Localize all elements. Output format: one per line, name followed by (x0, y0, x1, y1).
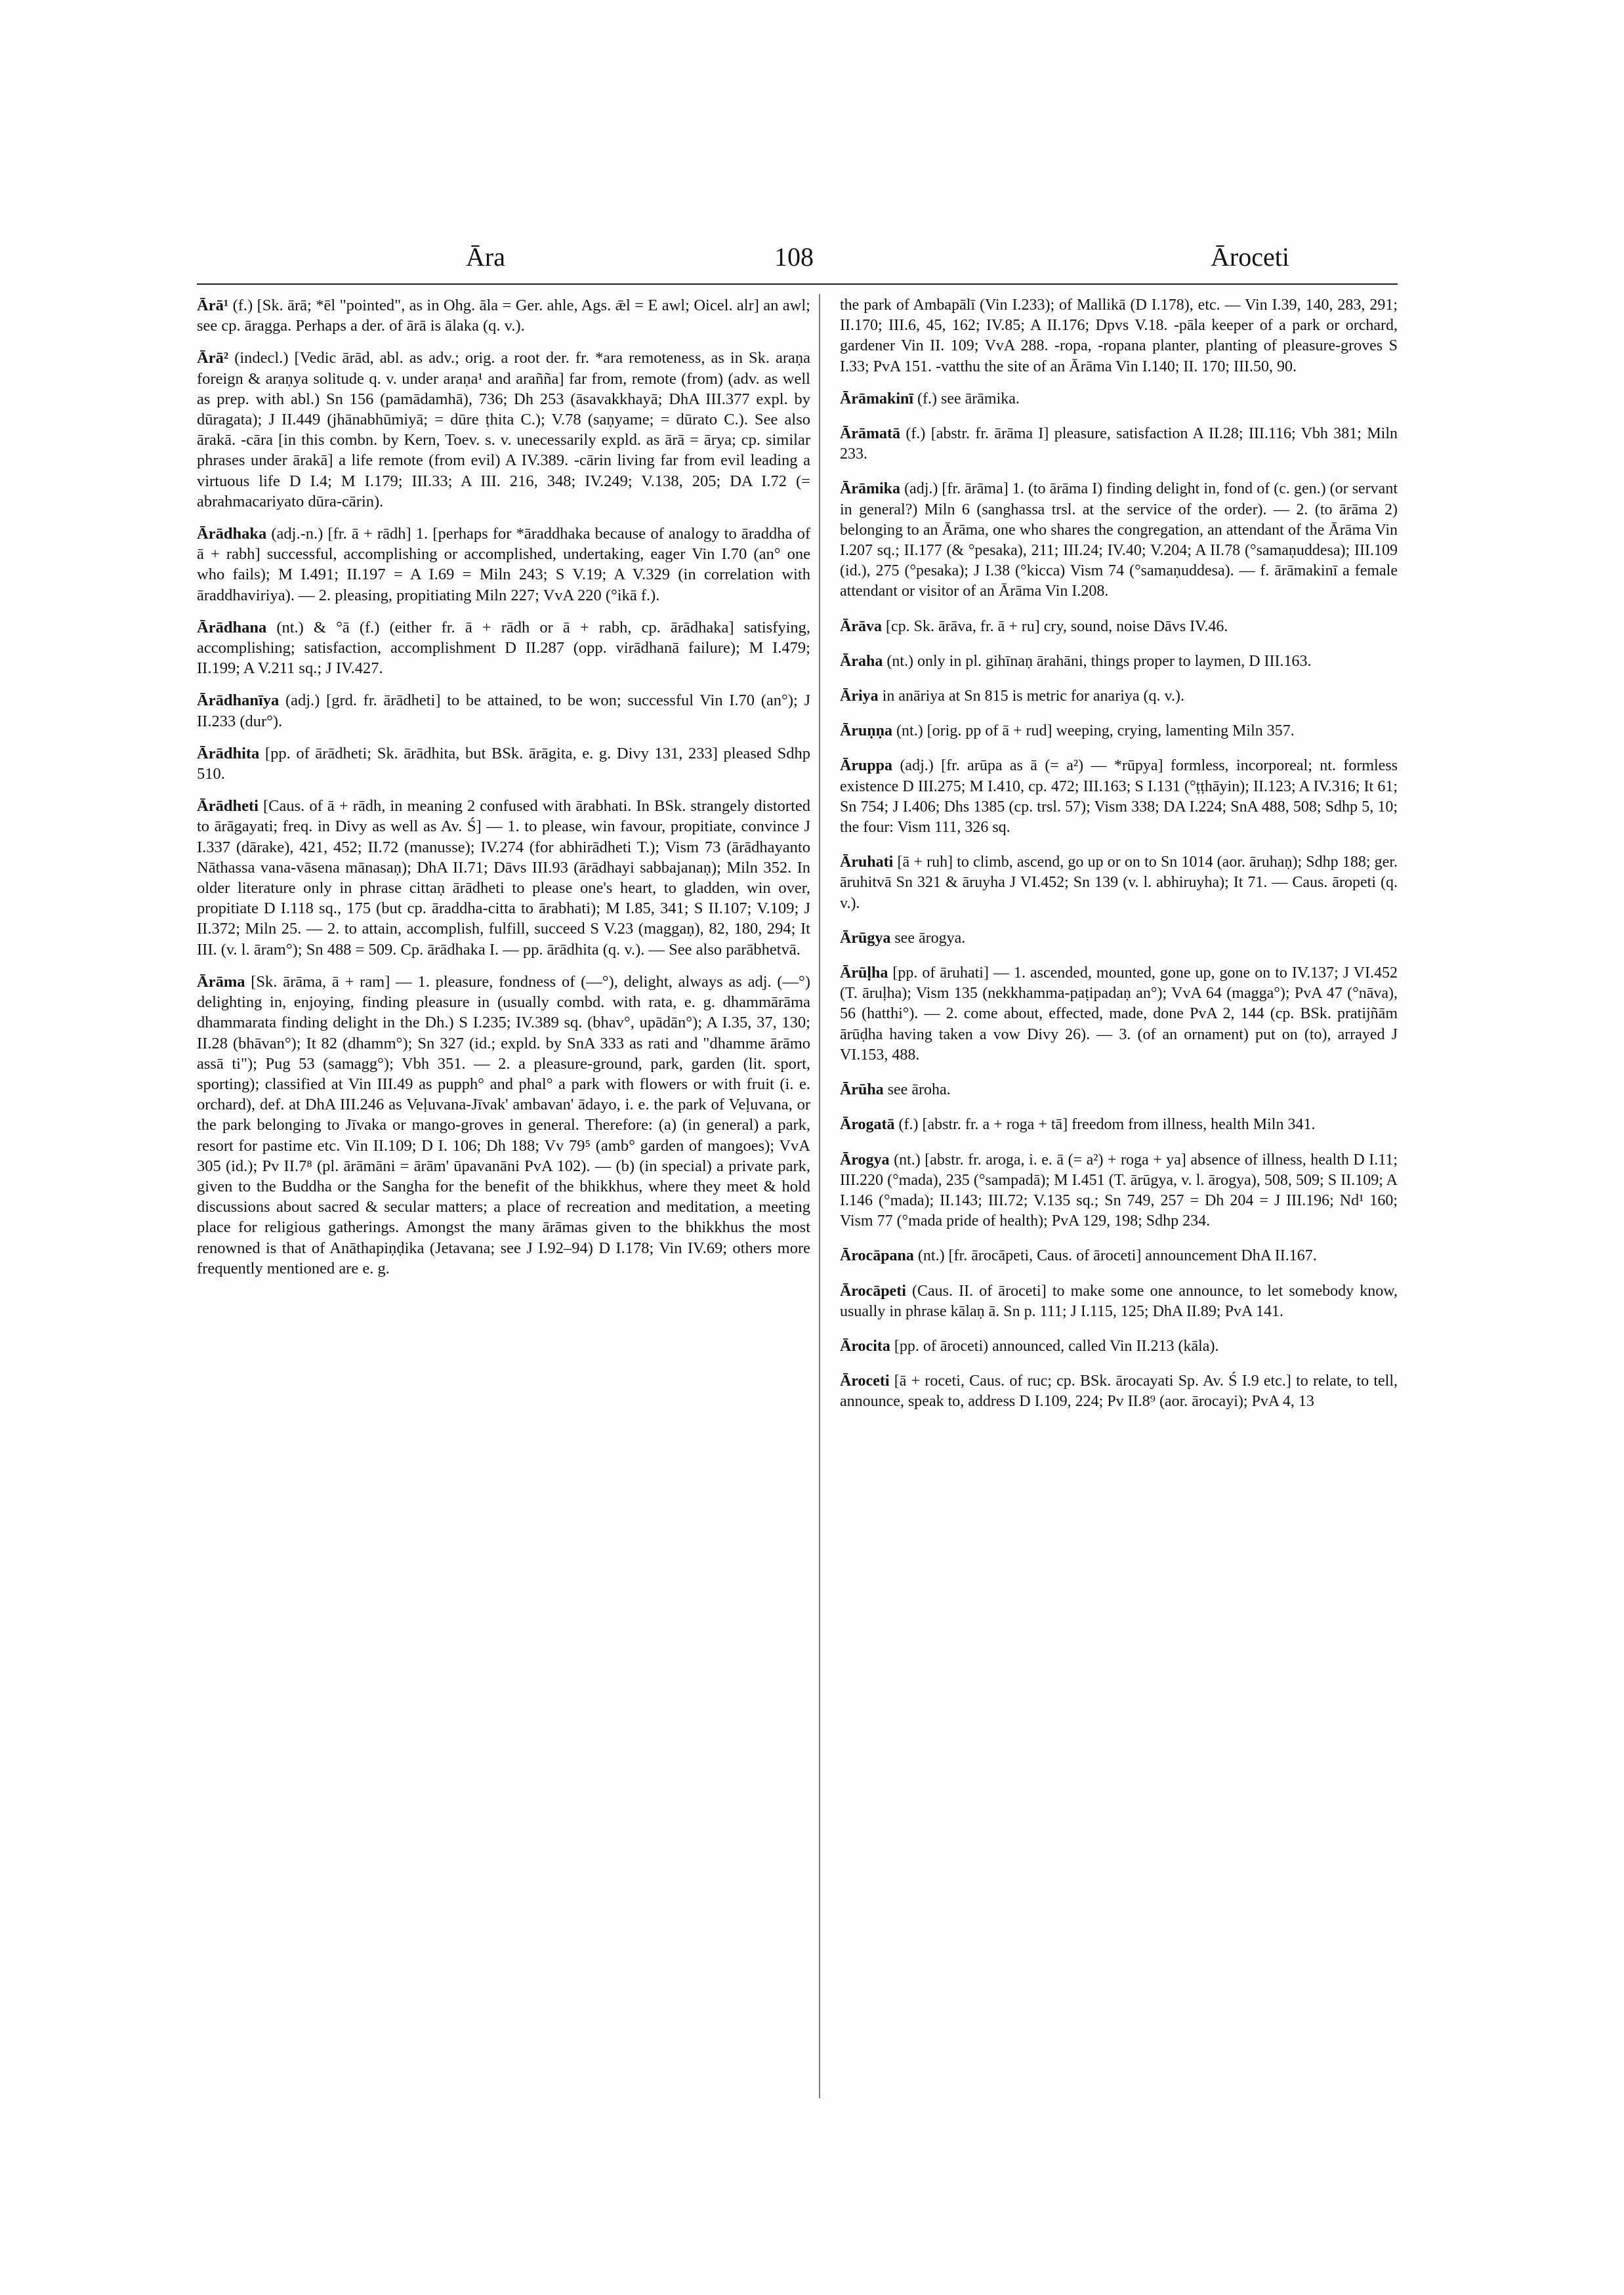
page-number: 108 (774, 242, 814, 272)
entry-body: (nt.) & °ā (f.) (either fr. ā + rādh or ā + rabh, cp. ārādhaka] satisfying, accomplishing; satisfaction, accomplishment D II.287 (opp. virādhanā failure); M I.479; II.199; A V.211 sq.; J IV.427. (197, 618, 810, 678)
dictionary-entry (840, 686, 1398, 707)
left-column (197, 295, 810, 1291)
entry-body: [ā + roceti, Caus. of ruc; cp. BSk. ārocayati Sp. Av. Ś I.9 etc.] to relate, to tell, announce, speak to, address D I.109, 224; Pv II.8⁹ (aor. ārocayi); PvA 4, 13 (840, 1373, 1398, 1411)
entry-body: (nt.) [orig. pp of ā + rud] weeping, crying, lamenting Miln 357. (896, 722, 1295, 740)
entry-headword: Āraha (840, 652, 883, 670)
entry-body: (indecl.) [Vedic ārād, abl. as adv.; orig. a root der. fr. *ara remoteness, as in Sk. araṇa foreign & araṇya solitude q. v. under araṇa¹ and arañña] far from, remote (from) (adv. as well as prep. with abl.) Sn 156 (pamādamhā), 736; Dh 253 (āsavakkhayā; DhA III.377 expl. by dūragata); J II.449 (jhānabhūmiyā; = dūre ṭhita C.); V.78 (saṇyame; = dūrato C.). See also ārakā. -cāra [in this combn. by Kern, Toev. s. v. unecessarily expld. as ārā = ārya; cp. similar phrases under ārakā] a life remote (from evil) A IV.389. -cārin living far from evil leading a virtuous life D I.4; M I.179; III.33; A III. 216, 348; IV.249; V.138, 205; DA I.72 (= abrahmacariyato dūra-cārin). (197, 349, 811, 510)
entry-headword: Āroceti (840, 1373, 890, 1390)
dictionary-entry (840, 928, 1398, 949)
dictionary-entry (840, 479, 1398, 602)
entry-body: (adj.-n.) [fr. ā + rādh] 1. [perhaps for *āraddhaka because of analogy to āraddha of ā + rabh] successful, accomplishing or accomplished, undertaking, eager Vin I.70 (an° one who fails); M I.491; II.197 = A I.69 = Miln 243; S V.19; A V.329 (in correlation with āraddhaviriya). — 2. pleasing, propitiating Miln 227; VvA 220 (°ikā f.). (197, 525, 810, 604)
dictionary-entry (197, 348, 810, 512)
entry-headword: Ārāva (840, 617, 882, 635)
entry-headword: Ārocāpeti (840, 1282, 906, 1300)
dictionary-entry (840, 389, 1398, 409)
entry-body: (nt.) [fr. ārocāpeti, Caus. of āroceti] announcement DhA II.167. (917, 1247, 1317, 1265)
entry-headword: Ārādhana (197, 618, 267, 636)
entry-headword: Ārocita (840, 1337, 890, 1355)
dictionary-entry (197, 617, 810, 679)
dictionary-entry (197, 690, 810, 731)
running-head-left-word: Āra (466, 242, 505, 272)
entry-body: (adj.) [fr. ārāma] 1. (to ārāma I) finding delight in, fond of (c. gen.) (or servant in general?) Miln 6 (sanghassa trsl. at the service of the order). — 2. (to ārāma 2) belonging to an Ārāma, one who shares the congregation, an attendant of the Ārāma Vin I.207 sq.; II.177 (& °pesaka), 211; III.24; IV.40; V.204; A II.78 (°samaṇuddesa); III.109 (id.), 275 (°pesaka); J I.38 (°kicca) Vism 74 (°samaṇuddesa). — f. ārāmakinī a female attendant or visitor of an Ārāma Vin I.208. (840, 480, 1398, 600)
entry-body: (adj.) [grd. fr. ārādheti] to be attained, to be won; successful Vin I.70 (an°); J II.233 (dur°). (197, 692, 811, 730)
entry-headword: Ārocāpana (840, 1247, 914, 1265)
dictionary-entry (840, 1115, 1398, 1135)
right-column (840, 295, 1398, 1427)
entry-body: (nt.) only in pl. gihīnaṇ ārahāni, things proper to laymen, D III.163. (886, 652, 1312, 670)
entry-body: see āroha. (887, 1081, 951, 1099)
dictionary-entry (840, 1246, 1398, 1266)
header-rule (197, 283, 1398, 285)
entry-headword: Ārāmatā (840, 425, 900, 443)
entry-body: (f.) [Sk. ārā; *ēl "pointed", as in Ohg. āla = Ger. ahle, Ags. ǣl = E awl; Oicel. alr] an awl; see cp. āragga. Perhaps a der. of ārā is ālaka (q. v.). (197, 297, 810, 335)
dictionary-entry (197, 743, 810, 784)
entry-body: [Sk. ārāma, ā + ram] — 1. pleasure, fondness of (—°), delight, always as adj. (—°) delighting in, enjoying, finding pleasure in (usually combd. with rata, e. g. dhammārāma dhammarata finding delight in the Dh.) S I.235; IV.389 sq. (bhav°, upādān°); A I.35, 37, 130; II.28 (bhāvan°); It 82 (dhamm°); Sn 327 (id.; expld. by SnA 333 as rati and "dhamme ārāmo assā ti"); Pug 53 (samagg°); Vbh 351. — 2. a pleasure-ground, park, garden (lit. sport, sporting); classified at Vin III.49 as pupph° and phal° a park with flowers or with fruit (i. e. orchard), def. at DhA III.246 as Veḷuvana-Jīvak' ambavan' ādayo, i. e. the park of Veḷuvana, or the park belonging to Jīvaka or mango-groves in general. Therefore: (a) (in general) a park, resort for pastime etc. Vin II.109; D I. 106; Dh 188; Vv 79⁵ (amb° garden of mangoes); VvA 305 (id.); Pv II.7⁸ (pl. ārāmāni = ārām' ūpavanāni PvA 102). — (b) (in special) a private park, given to the Buddha or the Sangha for the benefit of the bhikkhus, where they meet & hold discussions about sacred & secular matters; a place of recreation and meditation, a meeting place for religious gatherings. Amongst the many ārāmas given to the bhikkhus the most renowned is that of Anāthapiṇḍika (Jetavana; see J I.92–94) D I.178; Vin IV.69; others more frequently mentioned are e. g. (197, 972, 811, 1277)
entry-headword: Ārāmakinī (840, 390, 914, 407)
dictionary-entry (840, 756, 1398, 838)
entry-body: (f.) [abstr. fr. a + roga + tā] freedom from illness, health Miln 341. (898, 1116, 1316, 1134)
column-divider (819, 294, 820, 2098)
entry-body: [pp. of āroceti) announced, called Vin II.213 (kāla). (894, 1337, 1219, 1355)
entry-headword: Āruṇṇa (840, 722, 893, 740)
entry-body: the park of Ambapālī (Vin I.233); of Mallikā (D I.178), etc. — Vin I.39, 140, 283, 291; II.170; III.6, 45, 162; IV.85; A II.176; Dpvs V.18. -pāla keeper of a park or orchard, gardener Vin II. 109; VvA 288. -ropa, -ropana planter, planting of pleasure-groves S I.33; PvA 151. -vatthu the site of an Ārāma Vin I.140; II. 170; III.50, 90. (840, 297, 1398, 375)
entry-body: (f.) [abstr. fr. ārāma I] pleasure, satisfaction A II.28; III.116; Vbh 381; Miln 233. (840, 425, 1398, 463)
entry-body: (f.) see ārāmika. (917, 390, 1020, 407)
entry-headword: Ārā² (197, 349, 229, 367)
entry-headword: Ārāmika (840, 480, 900, 498)
entry-headword: Ārogatā (840, 1116, 895, 1134)
entry-headword: Ārāma (197, 972, 245, 991)
entry-headword: Ārādhita (197, 744, 260, 762)
entry-headword: Ārādhaka (197, 525, 267, 543)
dictionary-entry (197, 295, 810, 336)
dictionary-entry (840, 721, 1398, 741)
dictionary-entry (840, 852, 1398, 914)
entry-headword: Ārā¹ (197, 297, 229, 314)
dictionary-entry (840, 424, 1398, 465)
entry-headword: Ārūgya (840, 929, 891, 947)
entry-headword: Āriya (840, 688, 879, 705)
dictionary-entry (840, 1281, 1398, 1322)
entry-body: (Caus. II. of āroceti] to make some one announce, to let somebody know, usually in phrase kālaṇ ā. Sn p. 111; J I.115, 125; DhA II.89; PvA 141. (840, 1282, 1398, 1320)
entry-body: [ā + ruh] to climb, ascend, go up or on to Sn 1014 (aor. āruhaṇ); Sdhp 188; ger. āruhitvā Sn 321 & āruyha J VI.452; Sn 139 (v. l. abhiruyha); It 71. — Caus. āropeti (q. v.). (840, 854, 1398, 912)
dictionary-entry (197, 972, 810, 1279)
dictionary-entry (840, 1080, 1398, 1100)
dictionary-entry (840, 1336, 1398, 1357)
entry-body: [cp. Sk. ārāva, fr. ā + ru] cry, sound, noise Dāvs IV.46. (885, 617, 1228, 635)
dictionary-entry (840, 1371, 1398, 1412)
entry-body: (nt.) [abstr. fr. aroga, i. e. ā (= a²) + roga + ya] absence of illness, health D I.11; III.220 (°mada), 235 (°sampadā); M I.451 (T. ārūgya, v. l. ārogya), 508, 509; S II.109; A I.146 (°mada); II.143; III.72; V.135 sq.; Sn 749, 257 = Dh 204 = J III.196; Nd¹ 160; Vism 77 (°mada pride of health); PvA 129, 198; Sdhp 234. (840, 1151, 1398, 1230)
entry-body: [pp. of ārādheti; Sk. ārādhita, but BSk. ārāgita, e. g. Divy 131, 233] pleased Sdhp 510. (197, 744, 810, 783)
entry-headword: Āruppa (840, 757, 893, 775)
entry-body: in anāriya at Sn 815 is metric for anariya (q. v.). (882, 688, 1184, 705)
dictionary-entry-continuation (840, 295, 1398, 377)
entry-body: [Caus. of ā + rādh, in meaning 2 confused with ārabhati. In BSk. strangely distorted to ārāgayati; freq. in Divy as well as Av. Ś] — 1. to please, win favour, propitiate, convince J I.337 (dārake), 421, 452; II.72 (manusse); IV.274 (for abhirādheti T.); Vism 73 (ārādhayanto Nāthassa vana-vāsena mānasaṇ); DhA II.71; Dāvs III.93 (ārādhayi sabbajanaṇ); Miln 352. In older literature only in phrase cittaṇ ārādheti to please one's heart, to gladden, win over, propitiate D I.118 sq., 175 (but cp. āraddha-citta to ārabhati); M I.85, 341; S II.107; V.109; J II.372; Miln 25. — 2. to attain, accomplish, fulfill, succeed S V.23 (maggaṇ), 82, 180, 294; It III. (v. l. āram°); Sn 488 = 509. Cp. ārādhaka I. — pp. ārādhita (q. v.). — See also parābhetvā. (197, 797, 811, 959)
entry-body: see ārogya. (894, 929, 966, 947)
entry-headword: Āruhati (840, 854, 894, 871)
dictionary-entry (197, 524, 810, 606)
entry-headword: Ārādheti (197, 797, 259, 816)
dictionary-entry (840, 617, 1398, 637)
entry-headword: Ārūḷha (840, 964, 888, 982)
running-head-right-word: Āroceti (1211, 242, 1289, 272)
entry-body: [pp. of āruhati] — 1. ascended, mounted, gone up, gone on to IV.137; J VI.452 (T. āruḷha); Vism 135 (nekkhamma-paṭipadaṇ an°); VvA 64 (magga°); PvA 47 (°nāva), 56 (hatthi°). — 2. come about, effected, made, done PvA 2, 144 (cp. BSk. pratijñām ārūḍha having taken a vow Divy 26). — 3. (of an ornament) put on (to), arrayed J VI.153, 488. (840, 964, 1398, 1064)
dictionary-entry (840, 963, 1398, 1065)
dictionary-entry (840, 651, 1398, 672)
entry-headword: Ārūha (840, 1081, 884, 1099)
entry-headword: Ārādhanīya (197, 692, 280, 710)
running-head (197, 241, 1398, 281)
entry-body: (adj.) [fr. arūpa as ā (= a²) — *rūpya] formless, incorporeal; nt. formless existence D III.275; M I.410, cp. 472; III.163; S I.131 (°ṭṭhāyin); II.123; A IV.316; It 61; Sn 754; J I.406; Dhs 1385 (cp. trsl. 57); Vism 338; DA I.224; SnA 488, 508; Sdhp 5, 10; the four: Vism 111, 326 sq. (840, 757, 1398, 837)
dictionary-entry (840, 1150, 1398, 1232)
dictionary-entry (197, 796, 810, 960)
entry-headword: Ārogya (840, 1151, 890, 1168)
